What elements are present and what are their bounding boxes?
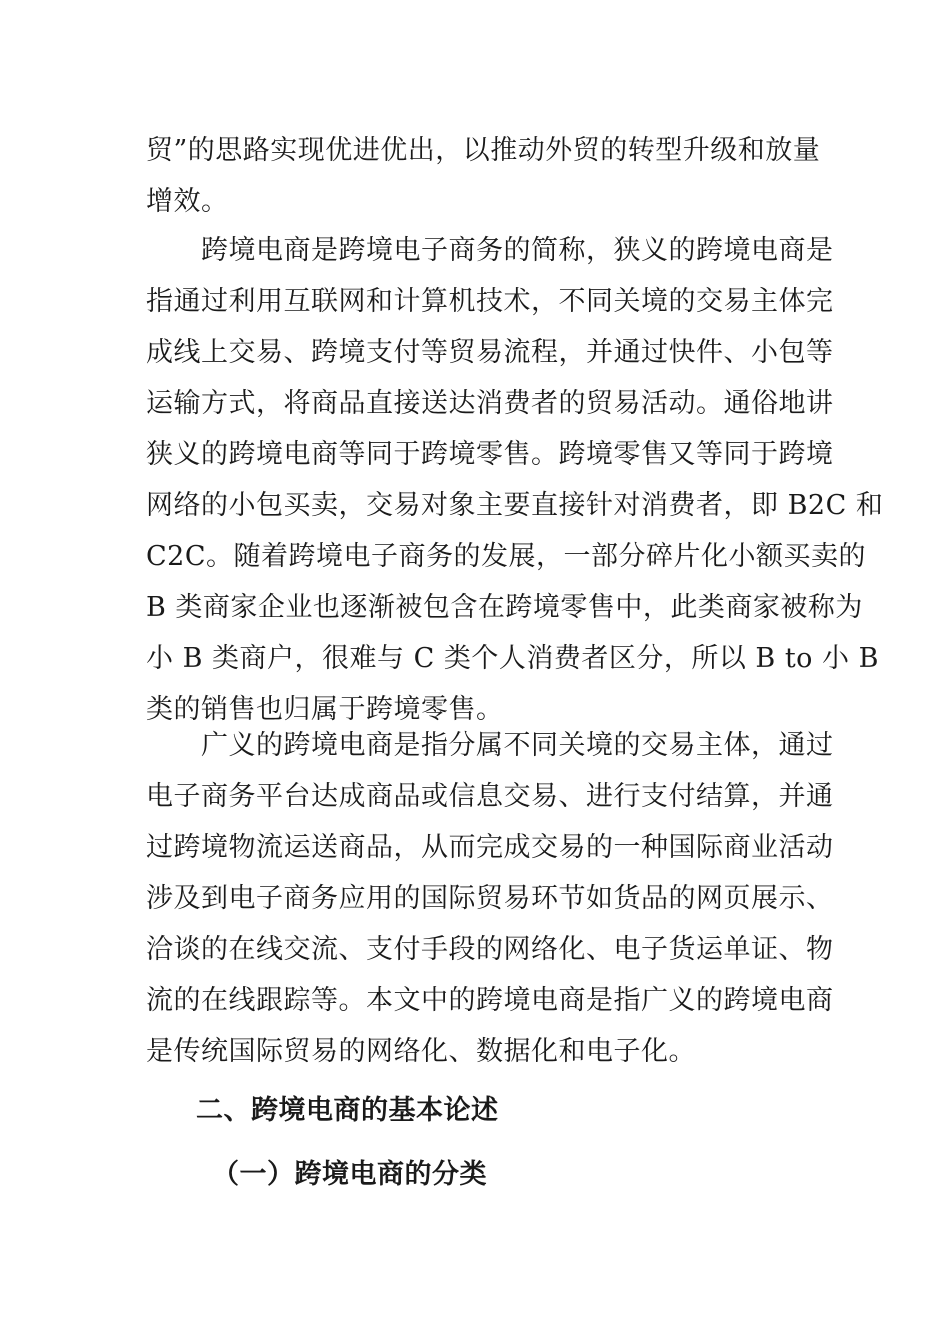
text-line: 小 B 类商户，很难与 C 类个人消费者区分，所以 B to 小 B: [146, 643, 879, 674]
text-line: 指通过利用互联网和计算机技术，不同关境的交易主体完: [146, 286, 834, 317]
text-line: 贸”的思路实现优进优出，以推动外贸的转型升级和放量: [146, 135, 821, 166]
text-line: 成线上交易、跨境支付等贸易流程，并通过快件、小包等: [146, 337, 834, 368]
text-line: 流的在线跟踪等。本文中的跨境电商是指广义的跨境电商: [146, 985, 834, 1016]
text-line: 网络的小包买卖，交易对象主要直接针对消费者，即 B2C 和: [146, 490, 884, 521]
section-heading: 二、跨境电商的基本论述: [196, 1095, 499, 1126]
text-line: 狭义的跨境电商等同于跨境零售。跨境零售又等同于跨境: [146, 439, 834, 470]
text-line: 过跨境物流运送商品，从而完成交易的一种国际商业活动: [146, 832, 834, 863]
text-line: 运输方式，将商品直接送达消费者的贸易活动。通俗地讲: [146, 388, 834, 419]
text-line: 洽谈的在线交流、支付手段的网络化、电子货运单证、物: [146, 934, 834, 965]
text-line: 广义的跨境电商是指分属不同关境的交易主体，通过: [146, 730, 834, 761]
paragraph-2: [146, 225, 884, 735]
paragraph-3: [146, 720, 834, 1077]
paragraph-1: [146, 125, 826, 227]
text-line: B 类商家企业也逐渐被包含在跨境零售中，此类商家被称为: [146, 592, 863, 623]
text-line: 跨境电商是跨境电子商务的简称，狭义的跨境电商是: [146, 235, 834, 266]
text-line: 涉及到电子商务应用的国际贸易环节如货品的网页展示、: [146, 883, 834, 914]
text-line: C2C。随着跨境电子商务的发展，一部分碎片化小额买卖的: [146, 541, 866, 572]
text-line: 类的销售也归属于跨境零售。: [146, 694, 504, 725]
subsection-heading: （一）跨境电商的分类: [212, 1159, 487, 1190]
text-line: 电子商务平台达成商品或信息交易、进行支付结算，并通: [146, 781, 834, 812]
text-line: 是传统国际贸易的网络化、数据化和电子化。: [146, 1036, 696, 1067]
text-line: 增效。: [146, 186, 229, 217]
